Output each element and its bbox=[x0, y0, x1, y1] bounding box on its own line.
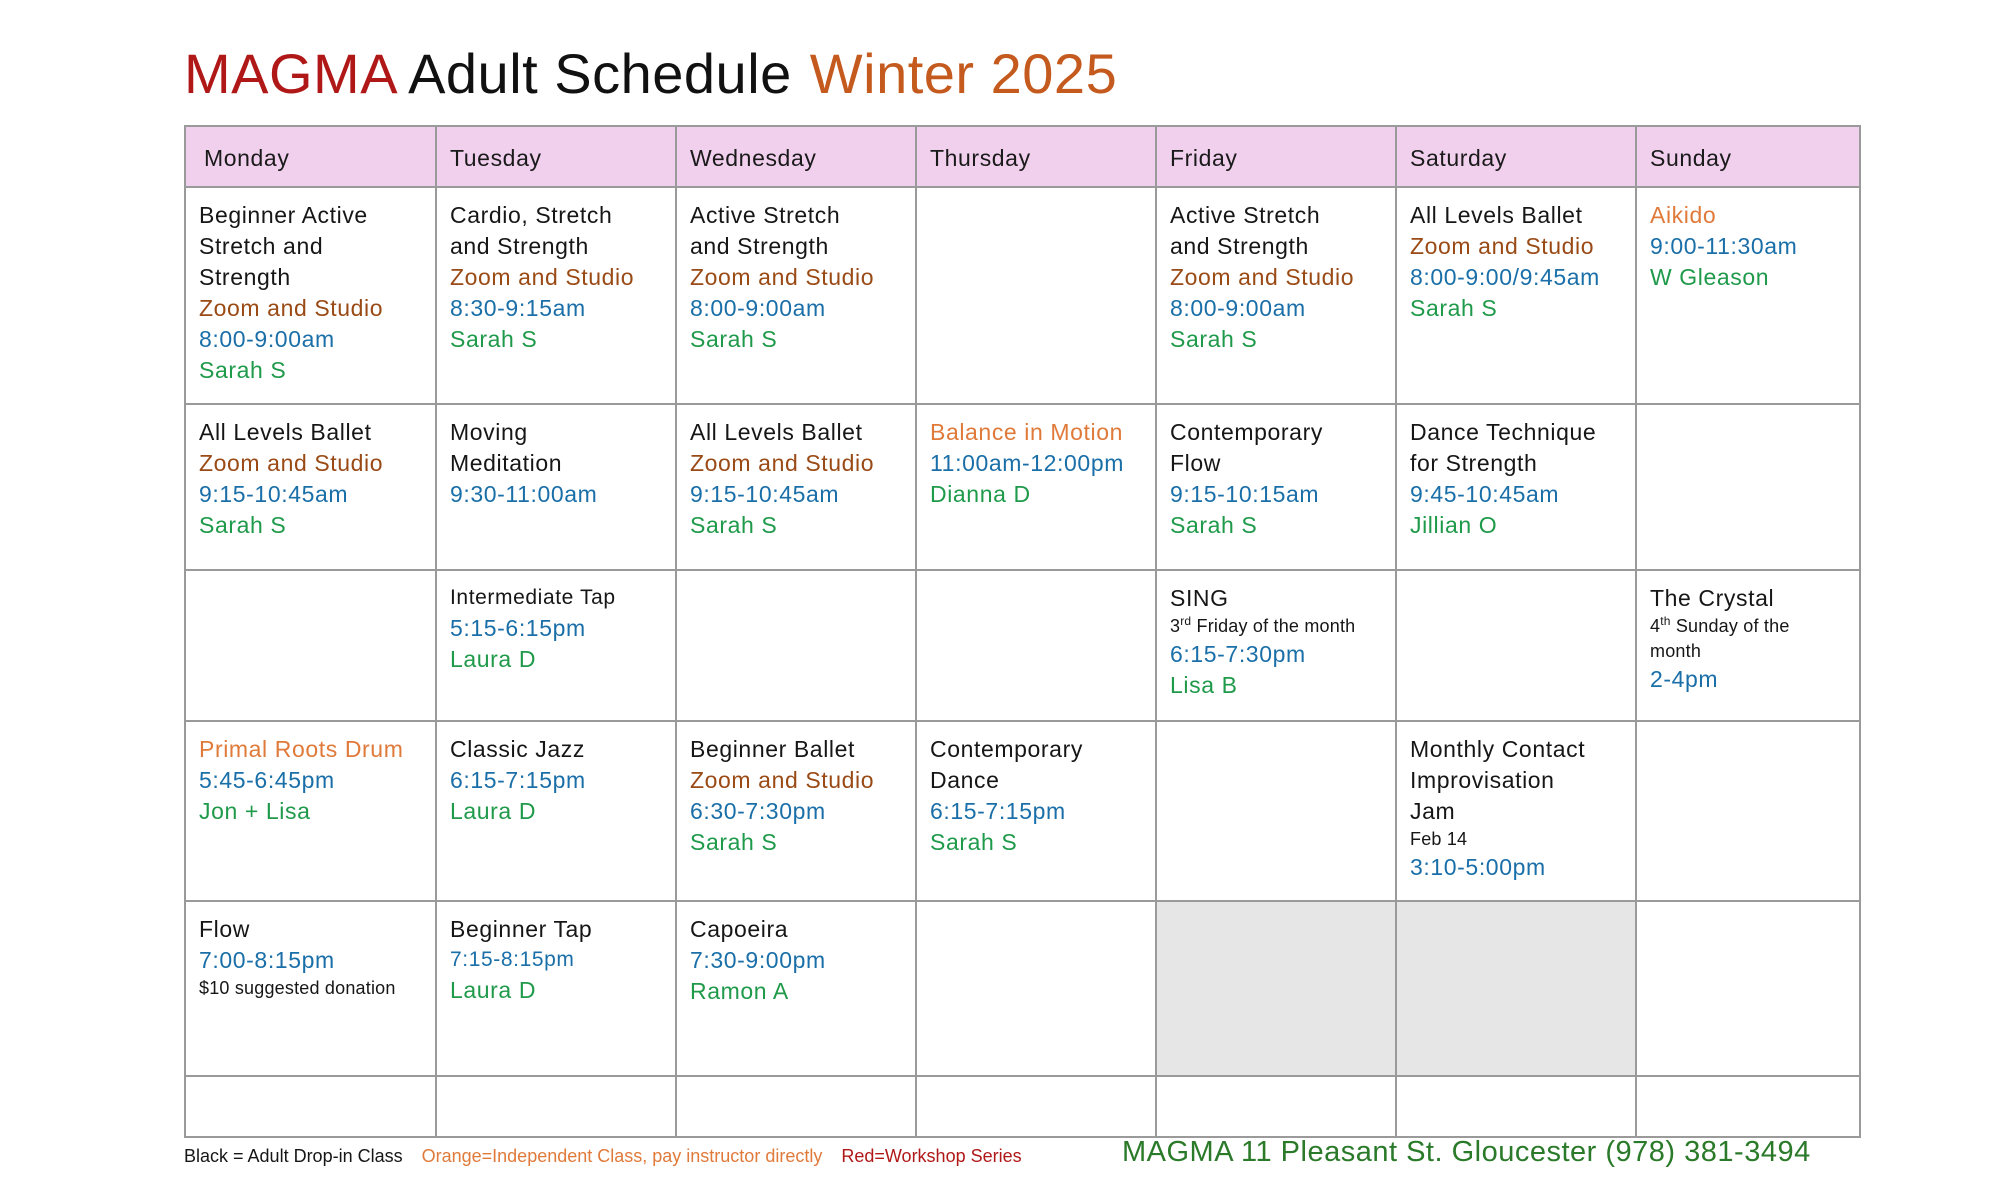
class-time: 7:30-9:00pm bbox=[690, 947, 826, 973]
class-cell-sun-3 bbox=[1637, 571, 1861, 722]
class-date: Feb 14 bbox=[1410, 829, 1468, 849]
class-name: The Crystal bbox=[1650, 585, 1775, 611]
class-name: and Strength bbox=[690, 233, 829, 259]
class-name: Active Stretch bbox=[1170, 202, 1321, 228]
class-instructor: Sarah S bbox=[930, 829, 1018, 855]
day-header-wednesday: Wednesday bbox=[677, 127, 917, 188]
class-name: Jam bbox=[1410, 798, 1456, 824]
class-name: Beginner Tap bbox=[450, 916, 593, 942]
class-time: 3:10-5:00pm bbox=[1410, 854, 1546, 880]
title-brand: MAGMA bbox=[184, 42, 399, 105]
class-name: Improvisation bbox=[1410, 767, 1555, 793]
class-name: Contemporary bbox=[930, 736, 1083, 762]
empty-cell-thu-1 bbox=[917, 188, 1157, 405]
class-name: Active Stretch bbox=[690, 202, 841, 228]
class-name: All Levels Ballet bbox=[199, 419, 372, 445]
class-instructor: Sarah S bbox=[199, 357, 287, 383]
class-instructor: Jillian O bbox=[1410, 512, 1498, 538]
empty-cell-wed-6 bbox=[677, 1077, 917, 1138]
class-instructor: Sarah S bbox=[1170, 326, 1258, 352]
class-instructor: Dianna D bbox=[930, 481, 1031, 507]
legend-orange: Orange=Independent Class, pay instructor directly bbox=[421, 1146, 823, 1166]
class-name: Dance bbox=[930, 767, 1000, 793]
class-time: 5:15-6:15pm bbox=[450, 615, 586, 641]
class-instructor: Jon + Lisa bbox=[199, 798, 311, 824]
class-note: 3rd Friday of the month bbox=[1170, 614, 1356, 636]
schedule-table bbox=[184, 125, 1861, 1138]
class-time: 8:30-9:15am bbox=[450, 295, 586, 321]
class-note: $10 suggested donation bbox=[199, 978, 396, 998]
empty-cell-fri-4 bbox=[1157, 722, 1397, 902]
class-name: Balance in Motion bbox=[930, 419, 1124, 445]
class-time: 9:45-10:45am bbox=[1410, 481, 1560, 507]
class-instructor: Sarah S bbox=[1410, 295, 1498, 321]
shaded-cell-sat-5 bbox=[1397, 902, 1637, 1077]
class-name: Beginner Ballet bbox=[690, 736, 855, 762]
class-time: 8:00-9:00am bbox=[199, 326, 335, 352]
class-time: 7:00-8:15pm bbox=[199, 947, 335, 973]
class-instructor: Laura D bbox=[450, 646, 537, 672]
class-cell-mon-4 bbox=[186, 722, 437, 902]
class-time: 9:15-10:45am bbox=[199, 481, 349, 507]
class-time: 9:15-10:15am bbox=[1170, 481, 1320, 507]
class-cell-wed-2 bbox=[677, 405, 917, 571]
class-name: Aikido bbox=[1650, 202, 1717, 228]
class-instructor: Sarah S bbox=[690, 326, 778, 352]
class-cell-tue-4 bbox=[437, 722, 677, 902]
class-cell-mon-1 bbox=[186, 188, 437, 405]
class-cell-sat-2 bbox=[1397, 405, 1637, 571]
day-header-friday: Friday bbox=[1157, 127, 1397, 188]
legend-black: Black = Adult Drop-in Class bbox=[184, 1146, 403, 1166]
studio-address: MAGMA 11 Pleasant St. Gloucester (978) 381-3494 bbox=[1122, 1136, 1811, 1168]
class-location: Zoom and Studio bbox=[1410, 233, 1595, 259]
class-name: and Strength bbox=[1170, 233, 1309, 259]
class-cell-fri-1 bbox=[1157, 188, 1397, 405]
class-time: 9:00-11:30am bbox=[1650, 233, 1798, 259]
class-location: Zoom and Studio bbox=[199, 450, 384, 476]
class-name: Moving bbox=[450, 419, 528, 445]
class-cell-sat-1 bbox=[1397, 188, 1637, 405]
class-name: All Levels Ballet bbox=[690, 419, 863, 445]
class-time: 6:15-7:15pm bbox=[930, 798, 1066, 824]
empty-cell-thu-5 bbox=[917, 902, 1157, 1077]
legend-red: Red=Workshop Series bbox=[841, 1146, 1022, 1166]
class-time: 6:30-7:30pm bbox=[690, 798, 826, 824]
day-header-thursday: Thursday bbox=[917, 127, 1157, 188]
class-name: SING bbox=[1170, 585, 1229, 611]
class-name: Monthly Contact bbox=[1410, 736, 1586, 762]
day-header-monday: Monday bbox=[186, 127, 437, 188]
day-header-sunday: Sunday bbox=[1637, 127, 1861, 188]
class-name: Flow bbox=[199, 916, 250, 942]
empty-cell-mon-6 bbox=[186, 1077, 437, 1138]
class-cell-thu-2 bbox=[917, 405, 1157, 571]
page-title bbox=[184, 42, 1117, 106]
empty-cell-sun-5 bbox=[1637, 902, 1861, 1077]
day-header-tuesday: Tuesday bbox=[437, 127, 677, 188]
title-season: Winter 2025 bbox=[809, 42, 1118, 105]
class-cell-fri-2 bbox=[1157, 405, 1397, 571]
class-cell-tue-2 bbox=[437, 405, 677, 571]
class-cell-sat-4 bbox=[1397, 722, 1637, 902]
class-time: 7:15-8:15pm bbox=[450, 948, 575, 971]
class-cell-tue-3 bbox=[437, 571, 677, 722]
class-name: Dance Technique bbox=[1410, 419, 1597, 445]
class-instructor: Ramon A bbox=[690, 978, 789, 1004]
class-cell-mon-5 bbox=[186, 902, 437, 1077]
class-name: Contemporary bbox=[1170, 419, 1323, 445]
class-time: 11:00am-12:00pm bbox=[930, 450, 1124, 476]
class-location: Zoom and Studio bbox=[199, 295, 384, 321]
class-name: All Levels Ballet bbox=[1410, 202, 1583, 228]
class-cell-wed-4 bbox=[677, 722, 917, 902]
empty-cell-sun-2 bbox=[1637, 405, 1861, 571]
day-header-saturday: Saturday bbox=[1397, 127, 1637, 188]
title-main: Adult Schedule bbox=[408, 42, 792, 105]
class-instructor: Sarah S bbox=[199, 512, 287, 538]
empty-cell-tue-6 bbox=[437, 1077, 677, 1138]
shaded-cell-fri-5 bbox=[1157, 902, 1397, 1077]
class-cell-sun-1 bbox=[1637, 188, 1861, 405]
color-legend bbox=[184, 1144, 1022, 1168]
class-time: 9:15-10:45am bbox=[690, 481, 840, 507]
class-name: Beginner Active bbox=[199, 202, 368, 228]
class-name: Primal Roots Drum bbox=[199, 736, 404, 762]
class-name: Capoeira bbox=[690, 916, 789, 942]
class-location: Zoom and Studio bbox=[690, 767, 875, 793]
empty-cell-sun-4 bbox=[1637, 722, 1861, 902]
class-note: month bbox=[1650, 641, 1702, 661]
class-cell-wed-5 bbox=[677, 902, 917, 1077]
class-instructor: Sarah S bbox=[450, 326, 538, 352]
class-cell-thu-4 bbox=[917, 722, 1157, 902]
class-name: Strength bbox=[199, 264, 291, 290]
class-location: Zoom and Studio bbox=[450, 264, 635, 290]
class-note: 4th Sunday of the bbox=[1650, 614, 1790, 636]
class-name: Classic Jazz bbox=[450, 736, 586, 762]
class-time: 5:45-6:45pm bbox=[199, 767, 335, 793]
class-cell-fri-3 bbox=[1157, 571, 1397, 722]
class-instructor: Sarah S bbox=[690, 512, 778, 538]
class-instructor: Sarah S bbox=[690, 829, 778, 855]
class-time: 9:30-11:00am bbox=[450, 481, 598, 507]
class-instructor: Laura D bbox=[450, 977, 537, 1003]
class-time: 6:15-7:30pm bbox=[1170, 641, 1306, 667]
class-name: Meditation bbox=[450, 450, 563, 476]
class-location: Zoom and Studio bbox=[690, 264, 875, 290]
class-time: 6:15-7:15pm bbox=[450, 767, 586, 793]
class-time: 8:00-9:00am bbox=[1170, 295, 1306, 321]
empty-cell-thu-6 bbox=[917, 1077, 1157, 1138]
class-name: Flow bbox=[1170, 450, 1221, 476]
empty-cell-sat-6 bbox=[1397, 1077, 1637, 1138]
class-instructor: Sarah S bbox=[1170, 512, 1258, 538]
empty-cell-mon-3 bbox=[186, 571, 437, 722]
class-cell-tue-1 bbox=[437, 188, 677, 405]
class-name: Stretch and bbox=[199, 233, 324, 259]
class-location: Zoom and Studio bbox=[1170, 264, 1355, 290]
class-time: 8:00-9:00am bbox=[690, 295, 826, 321]
class-time: 8:00-9:00/9:45am bbox=[1410, 264, 1600, 290]
empty-cell-thu-3 bbox=[917, 571, 1157, 722]
class-time: 2-4pm bbox=[1650, 666, 1719, 692]
class-cell-tue-5 bbox=[437, 902, 677, 1077]
class-name: Cardio, Stretch bbox=[450, 202, 613, 228]
class-name: Intermediate Tap bbox=[450, 586, 616, 609]
empty-cell-fri-6 bbox=[1157, 1077, 1397, 1138]
class-instructor: Lisa B bbox=[1170, 672, 1238, 698]
class-cell-mon-2 bbox=[186, 405, 437, 571]
class-name: for Strength bbox=[1410, 450, 1538, 476]
empty-cell-wed-3 bbox=[677, 571, 917, 722]
class-instructor: Laura D bbox=[450, 798, 537, 824]
class-name: and Strength bbox=[450, 233, 589, 259]
class-cell-wed-1 bbox=[677, 188, 917, 405]
empty-cell-sat-3 bbox=[1397, 571, 1637, 722]
empty-cell-sun-6 bbox=[1637, 1077, 1861, 1138]
class-instructor: W Gleason bbox=[1650, 264, 1770, 290]
class-location: Zoom and Studio bbox=[690, 450, 875, 476]
